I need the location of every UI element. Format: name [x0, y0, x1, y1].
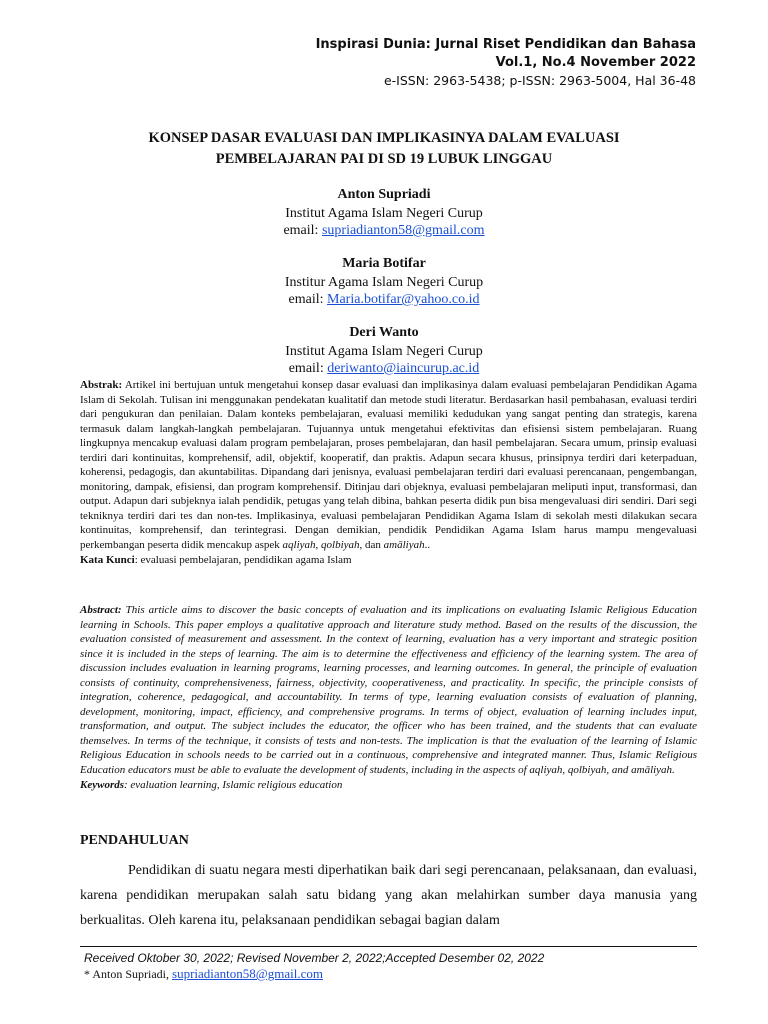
paper-title — [80, 128, 688, 170]
keywords-label: Keywords — [80, 779, 124, 791]
paper-title-line-2: PEMBELAJARAN PAI DI SD 19 LUBUK LINGGAU — [215, 151, 553, 167]
author-affiliation: Institut Agama Islam Negeri Curup — [285, 344, 483, 359]
abstrak-aspect-1: aqliyah — [282, 538, 316, 551]
abstract-english — [80, 603, 697, 793]
paper-title-line-1: KONSEP DASAR EVALUASI DAN IMPLIKASINYA DALAM EVALUASI — [148, 130, 620, 146]
abstrak-paragraph — [80, 378, 697, 552]
keywords — [80, 778, 697, 793]
author-list — [80, 186, 688, 393]
author-email-line — [80, 291, 688, 308]
author-email-line — [80, 360, 688, 377]
kata-kunci-label: Kata Kunci — [80, 554, 135, 566]
kata-kunci-text: : evaluasi pembelajaran, pendidikan agama Islam — [134, 554, 352, 566]
corresponding-author — [84, 966, 323, 982]
keywords-text: : evaluation learning, Islamic religious education — [124, 779, 343, 791]
footer-divider — [80, 946, 697, 947]
abstrak-separator: , dan — [359, 538, 381, 551]
journal-header — [316, 36, 696, 90]
author-email-link[interactable]: deriwanto@iaincurup.ac.id — [327, 361, 480, 376]
email-label: email: — [283, 223, 319, 238]
author-block — [80, 255, 688, 308]
abstrak-end: .. — [424, 538, 431, 551]
author-email-link[interactable]: supriadianton58@gmail.com — [321, 223, 485, 238]
journal-issn: e-ISSN: 2963-5438; p-ISSN: 2963-5004, Hal 36-48 — [383, 73, 696, 88]
received-dates: Received Oktober 30, 2022; Revised November 2, 2022;Accepted Desember 02, 2022 — [84, 951, 545, 965]
corresponding-author-name: * Anton Supriadi, — [84, 967, 170, 981]
abstract-paragraph — [80, 603, 697, 777]
journal-name: Inspirasi Dunia: Jurnal Riset Pendidikan dan Bahasa — [315, 37, 696, 52]
journal-volume: Vol.1, No.4 November 2022 — [495, 55, 696, 70]
author-affiliation: Institur Agama Islam Negeri Curup — [284, 275, 484, 290]
author-name: Maria Botifar — [342, 256, 426, 271]
abstrak-label: Abstrak: — [80, 379, 123, 391]
abstrak-aspect-2: qolbiyah — [321, 538, 360, 551]
email-label: email: — [288, 292, 324, 307]
abstract-indonesian — [80, 378, 697, 568]
email-label: email: — [288, 361, 324, 376]
author-email-line — [80, 222, 688, 239]
author-affiliation: Institut Agama Islam Negeri Curup — [285, 206, 483, 221]
corresponding-email-link[interactable]: supriadianton58@gmail.com — [172, 966, 323, 981]
abstract-label: Abstract: — [80, 604, 122, 616]
author-block — [80, 324, 688, 377]
author-name: Deri Wanto — [349, 325, 419, 340]
section-heading: PENDAHULUAN — [80, 833, 189, 848]
kata-kunci — [80, 553, 697, 568]
abstrak-text: Artikel ini bertujuan untuk mengetahui konsep dasar evaluasi dan implikasinya dalam evaluasi pembelajaran Pendidikan Agama Islam di Sekolah. Tulisan ini menggunakan pendekatan kualitatif dan metode studi literatur. Berdasarkan hasil pembahasan, evaluasi terdiri dari pengukuran dan penilaian. Dalam konteks pembelajaran, evaluasi memiliki kedudukan yang sangat penting dan strategis, karena termasuk dalam langkah-langkah pembelajaran. Tujuannya untuk mengetahui efektivitas dan efisiensi sistem pembelajaran. Ruang lingkupnya mencakup evaluasi dalam program pembelajaran, proses pembelajaran, dan hasil pembelajaran. Secara umum, prinsip evaluasi terdiri dari kontinuitas, komprehensif, adil, objektif, kooperatif, dan praktis. Adapun secara khusus, prinsipnya terdiri dari keterpaduan, koherensi, pedagogis, dan akuntabilitas. Dipandang dari jenisnya, evaluasi pembelajaran terdiri dari evaluasi perencanaan, pengembangan, monitoring, dampak, efisiensi, dan program komprehensif. Ditinjau dari objeknya, evaluasi pembelajaran meliputi input, transformasi, dan output. Adapun dari subjeknya ialah pendidik, petugas yang telah dibina, bahkan peserta didik pun bisa mengevaluasi diri sendiri. Dari segi tekniknya terdiri dari tes dan non-tes. Implikasinya, evaluasi pembelajaran Pendidikan Agama Islam di sekolah mesti dilakukan secara kontinuitas, komprehensif, dan terintegrasi. Dengan demikian, pendidik Pendidikan Agama Islam harus mampu mengevaluasi perkembangan peserta didik mencakup aspek — [80, 379, 697, 551]
introduction-paragraph: Pendidikan di suatu negara mesti diperhatikan baik dari segi perencanaan, pelaksanaan, dan evaluasi, karena pendidikan merupakan salah satu bidang yang akan melahirkan sumber daya manusia yang berkualitas. Oleh karena itu, pelaksanaan pendidikan sebagai bagian dalam — [80, 863, 697, 928]
abstract-text: This article aims to discover the basic concepts of evaluation and its implications on evaluating Islamic Religious Education learning in Schools. This paper employs a qualitative approach and literature study method. Based on the results of the discussion, the evaluation consisted of measurement and assessment. In the context of learning, evaluation has a very important and strategic position since it is included in the steps of learning. The aim is to determine the effectiveness and efficiency of the learning system. The area of discussion includes evaluation in learning programs, learning processes, and learning outcomes. In general, the principle of evaluation consists of continuity, comprehensiveness, fairness, objectivity, cooperativeness, and practicality. In specific, the principle consists of integration, coherence, pedagogical, and accountability. In terms of type, learning evaluation consists of evaluation of planning, development, monitoring, impact, efficiency, and comprehensive programs. In terms of object, evaluation of learning includes input, transformation, and output. The subject includes the educator, the officer who has been trained, and the students that can evaluate themselves. In terms of the technique, it consists of tests and non-tests. The implication is that the evaluation of the learning of Islamic Religious Education in schools needs to be carried out in a continuous, comprehensive and integrated manner. Thus, Islamic Religious Education educators must be able to evaluate the development of students, including in the aspects of aqliyah, qolbiyah, and amāliyah. — [80, 604, 698, 776]
abstrak-separator: , — [315, 538, 319, 551]
author-email-link[interactable]: Maria.botifar@yahoo.co.id — [327, 292, 480, 307]
author-name: Anton Supriadi — [337, 187, 431, 202]
abstrak-aspect-3: amāliyah — [383, 538, 425, 551]
introduction-body — [80, 858, 697, 933]
author-block — [80, 186, 688, 239]
